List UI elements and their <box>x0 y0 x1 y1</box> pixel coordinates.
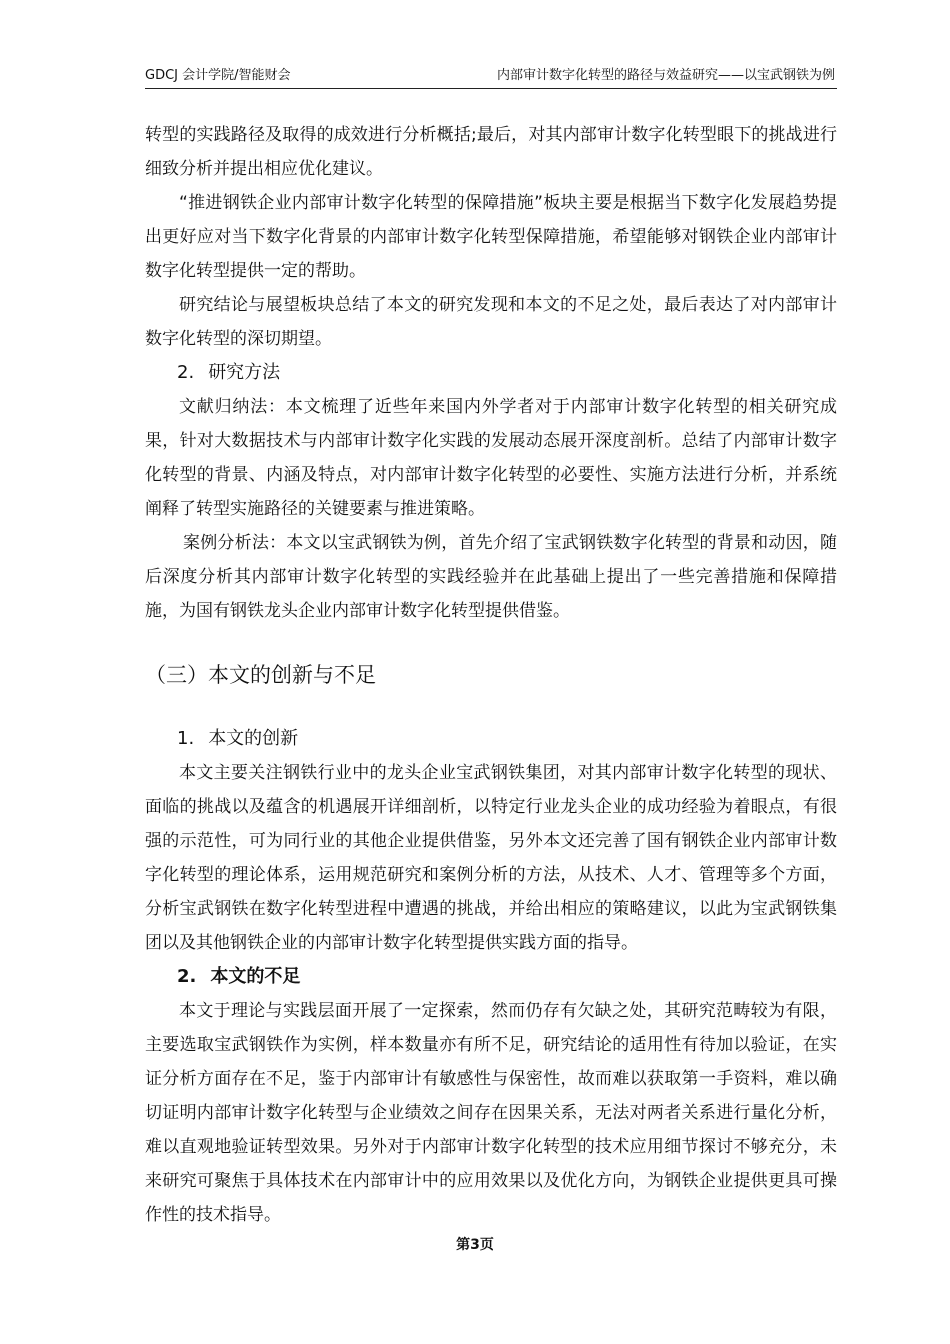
paragraph-3: 研究结论与展望板块总结了本文的研究发现和本文的不足之处，最后表达了对内部审计数字化转型的深切期望。 <box>145 295 837 349</box>
heading-research-methods <box>145 356 837 390</box>
heading-number: 1. <box>177 728 195 749</box>
paragraph-1: 转型的实践路径及取得的成效进行分析概括;最后，对其内部审计数字化转型眼下的挑战进行细致分析并提出相应优化建议。 <box>145 125 837 179</box>
heading-number: 2. <box>177 966 197 987</box>
paragraph-innovation: 本文主要关注钢铁行业中的龙头企业宝武钢铁集团，对其内部审计数字化转型的现状、面临的挑战以及蕴含的机遇展开详细剖析，以特定行业龙头企业的成功经验为着眼点，有很强的示范性，可为同行业的其他企业提供借鉴，另外本文还完善了国有钢铁企业内部审计数字化转型的理论体系，运用规范研究和案例分析的方法，从技术、人才、管理等多个方面，分析宝武钢铁在数字化转型进程中遭遇的挑战，并给出相应的策略建议，以此为宝武钢铁集团以及其他钢铁企业的内部审计数字化转型提供实践方面的指导。 <box>145 763 837 953</box>
paragraph-shortcomings: 本文于理论与实践层面开展了一定探索，然而仍存有欠缺之处，其研究范畴较为有限，主要选取宝武钢铁作为实例，样本数量亦有所不足，研究结论的适用性有待加以验证，在实证分析方面存在不足，鉴于内部审计有敏感性与保密性，故而难以获取第一手资料，难以确切证明内部审计数字化转型与企业绩效之间存在因果关系，无法对两者关系进行量化分析，难以直观地验证转型效果。另外对于内部审计数字化转型的技术应用细节探讨不够充分，未来研究可聚焦于具体技术在内部审计中的应用效果以及优化方向，为钢铁企业提供更具可操作性的技术指导。 <box>145 1001 837 1225</box>
heading-text: 研究方法 <box>208 362 281 383</box>
heading-shortcomings <box>145 960 837 994</box>
page-content <box>145 118 837 1232</box>
page-header <box>145 66 837 89</box>
heading-text: 本文的创新 <box>208 728 299 749</box>
header-right-text: 内部审计数字化转型的路径与效益研究——以宝武钢铁为例 <box>496 68 835 83</box>
page-number: 第3页 <box>456 1237 494 1253</box>
header-left-text: GDCJ 会计学院/智能财会 <box>145 68 291 83</box>
heading-number: 2. <box>177 362 195 383</box>
heading-text: 本文的不足 <box>210 966 301 987</box>
paragraph-case-method: 案例分析法：本文以宝武钢铁为例，首先介绍了宝武钢铁数字化转型的背景和动因，随后深度分析其内部审计数字化转型的实践经验并在此基础上提出了一些完善措施和保障措施，为国有钢铁龙头企业内部审计数字化转型提供借鉴。 <box>145 533 837 621</box>
paragraph-literature-method: 文献归纳法：本文梳理了近些年来国内外学者对于内部审计数字化转型的相关研究成果，针对大数据技术与内部审计数字化实践的发展动态展开深度剖析。总结了内部审计数字化转型的背景、内涵及特点，对内部审计数字化转型的必要性、实施方法进行分析，并系统阐释了转型实施路径的关键要素与推进策略。 <box>145 397 837 519</box>
heading-innovation <box>145 722 837 756</box>
paragraph-2: “推进钢铁企业内部审计数字化转型的保障措施”板块主要是根据当下数字化发展趋势提出更好应对当下数字化背景的内部审计数字化转型保障措施，希望能够对钢铁企业内部审计数字化转型提供一定的帮助。 <box>145 193 837 281</box>
section-heading-innovation-shortcomings: （三）本文的创新与不足 <box>145 663 376 687</box>
